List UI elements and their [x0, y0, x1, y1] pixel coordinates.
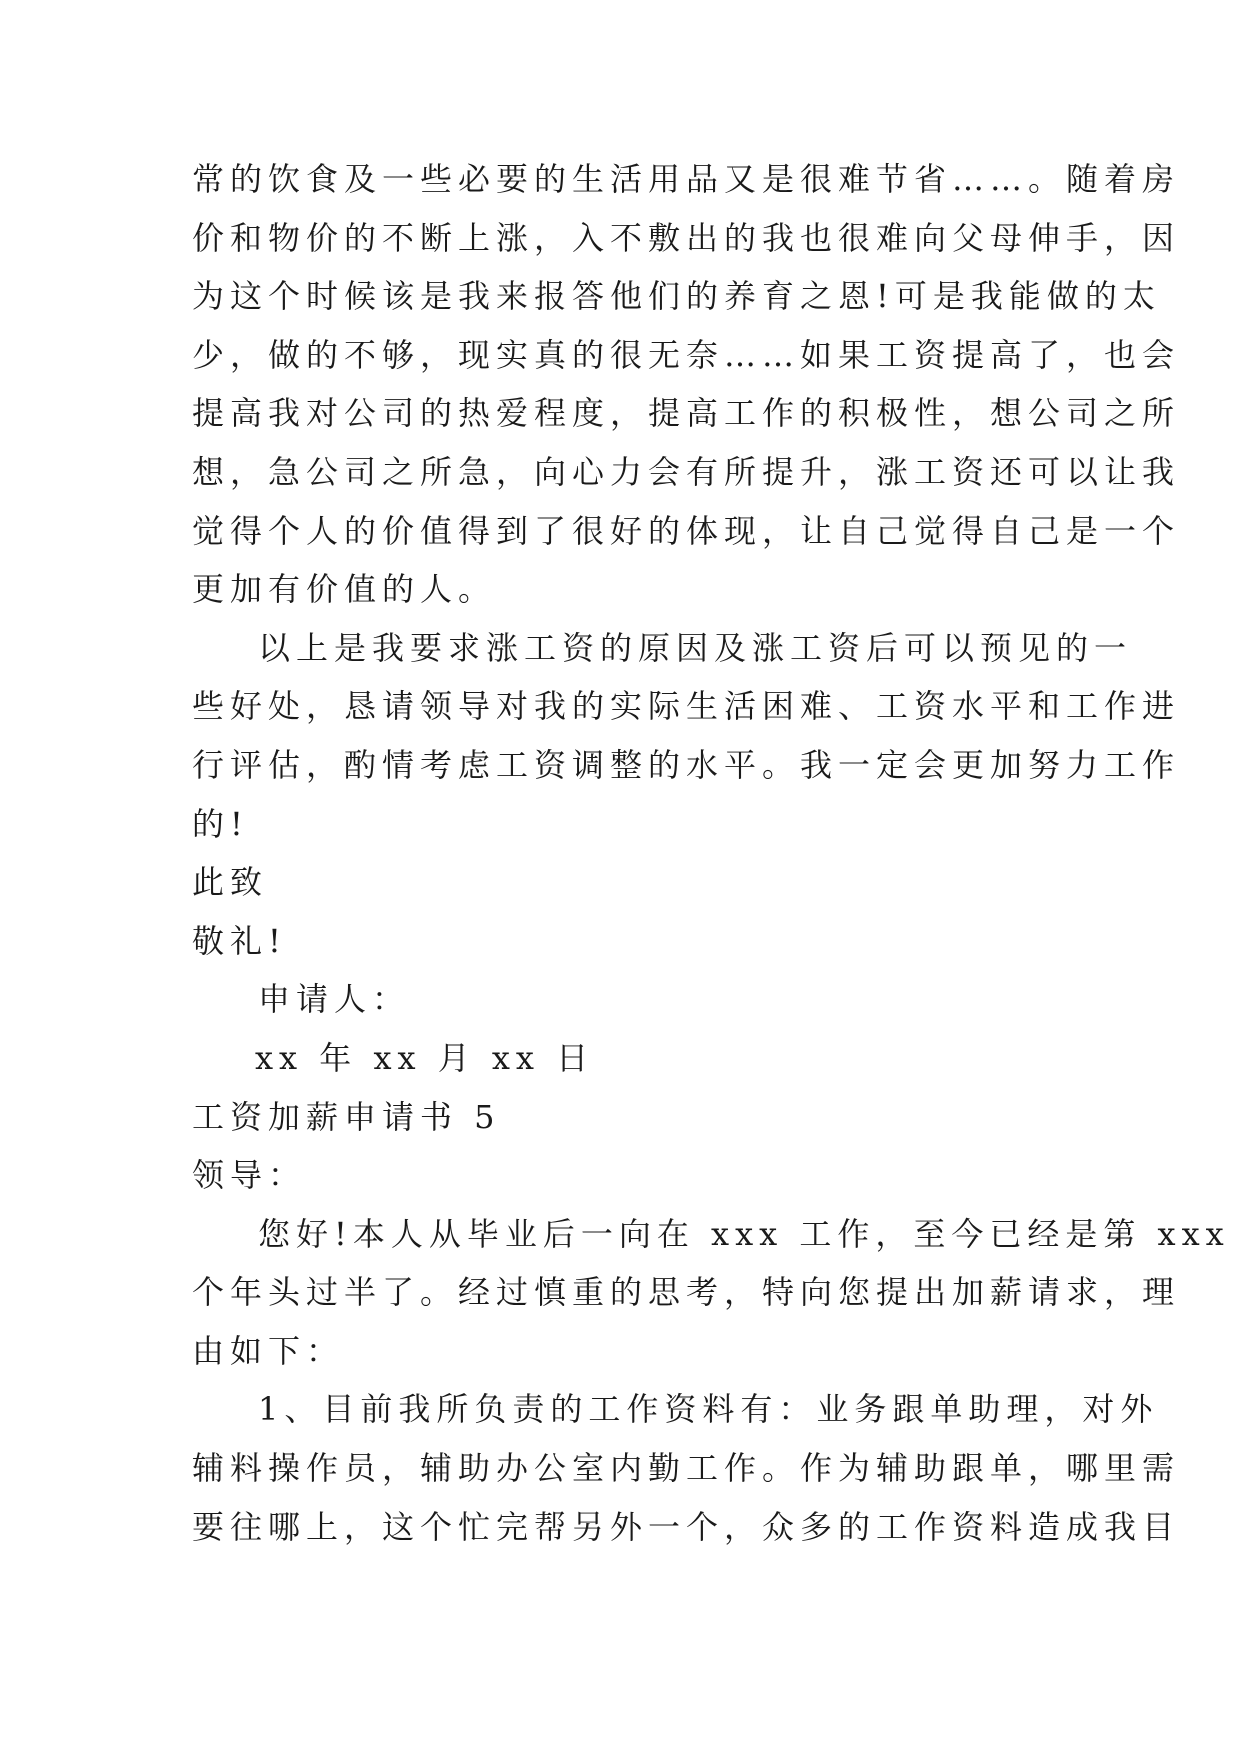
- date-line: xx 年 xx 月 xx 日: [255, 1038, 595, 1077]
- body-line: 由如下：: [192, 1331, 345, 1370]
- applicant-label: 申请人：: [258, 980, 411, 1019]
- body-line: 您好!本人从毕业后一向在 xxx 工作，至今已经是第 xxx: [258, 1214, 1230, 1253]
- body-line: 价和物价的不断上涨，入不敷出的我也很难向父母伸手，因: [192, 218, 1181, 257]
- body-line: 想，急公司之所急，向心力会有所提升，涨工资还可以让我: [192, 452, 1181, 491]
- body-line: 为这个时候该是我来报答他们的养育之恩!可是我能做的太: [192, 277, 1161, 316]
- letter-recipient: 领导：: [192, 1156, 307, 1195]
- body-line: 更加有价值的人。: [192, 570, 497, 609]
- body-line: 辅料操作员，辅助办公室内勤工作。作为辅助跟单，哪里需: [192, 1449, 1181, 1488]
- body-line: 少，做的不够，现实真的很无奈……如果工资提高了，也会: [192, 335, 1181, 374]
- body-line: 以上是我要求涨工资的原因及涨工资后可以预见的一: [258, 628, 1133, 667]
- body-line: 常的饮食及一些必要的生活用品又是很难节省……。随着房: [192, 160, 1181, 198]
- body-line: 1、目前我所负责的工作资料有：业务跟单助理，对外: [258, 1390, 1159, 1429]
- body-line: 些好处，恳请领导对我的实际生活困难、工资水平和工作进: [192, 687, 1181, 726]
- body-line: 行评估，酌情考虑工资调整的水平。我一定会更加努力工作: [192, 745, 1181, 784]
- section-title: 工资加薪申请书 5: [192, 1097, 501, 1136]
- closing-salutation: 此致: [192, 863, 269, 902]
- body-line: 提高我对公司的热爱程度，提高工作的积极性，想公司之所: [192, 394, 1181, 433]
- body-line: 觉得个人的价值得到了很好的体现，让自己觉得自己是一个: [192, 511, 1181, 550]
- document-body: [192, 150, 1230, 1556]
- body-line: 的!: [192, 804, 249, 843]
- body-line: 个年头过半了。经过慎重的思考，特向您提出加薪请求，理: [192, 1273, 1181, 1312]
- body-line: 要往哪上，这个忙完帮另外一个，众多的工作资料造成我目: [192, 1507, 1181, 1546]
- closing-regards: 敬礼!: [192, 921, 287, 960]
